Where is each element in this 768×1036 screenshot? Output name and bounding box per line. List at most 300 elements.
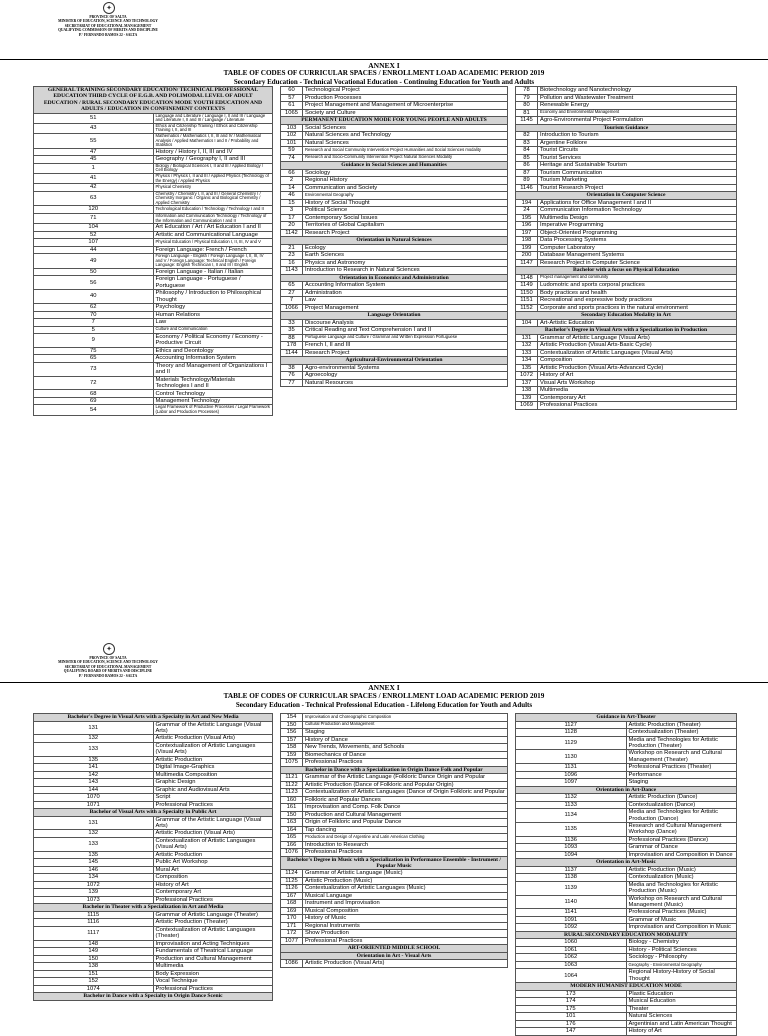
subject-cell: Economy and Environmental Management: [538, 109, 737, 117]
code-cell: 1137: [516, 866, 627, 874]
table-row: [281, 841, 508, 849]
code-cell: 1152: [516, 304, 538, 312]
section-header: Orientation in Art - Visual Arts: [281, 952, 508, 960]
code-cell: 134: [516, 357, 538, 365]
table-row: [281, 736, 508, 744]
subject-cell: Artistic Production (Dance of Folkloric and Popular Origin): [303, 781, 508, 789]
subject-cell: Artistic Production (Visual Arts): [153, 735, 273, 743]
code-cell: 71: [34, 213, 154, 223]
subject-cell: Chemistry / Chemistry I, II, and III / General Chemistry I / Chemistry Inorganic / Organic and Biological Chemistry / Applied Chemistry: [153, 191, 273, 206]
table-row: [516, 334, 737, 342]
subject-cell: Artistic Production (Theater): [153, 919, 273, 927]
section-header-row: [34, 714, 273, 722]
subject-cell: Folkloric and Popular Dances: [303, 796, 508, 804]
table-row: [516, 1013, 737, 1021]
code-cell: 1140: [516, 895, 627, 909]
table-row: [281, 319, 508, 327]
subject-cell: Fundamentals of Theatrical Language: [153, 948, 273, 956]
subject-cell: Professional Practices (Dance): [626, 836, 737, 844]
subject-cell: Artistic Production (Visual Arts): [303, 960, 508, 968]
subject-cell: Ethics and Citizenship Training / Ethics and Citizenship Training I, II, and III: [153, 123, 273, 133]
subject-cell: Applications for Office Management I and II: [538, 199, 737, 207]
table-row: [516, 282, 737, 290]
table-row: [516, 1028, 737, 1036]
subject-cell: Physics / Physics I, II and III / Applied Physics (Technology of the Energy) / Applied Physics: [153, 173, 273, 183]
section-header-row: [516, 124, 737, 132]
code-cell: 51: [34, 113, 154, 123]
code-cell: 52: [34, 231, 154, 239]
table-row: [34, 326, 273, 334]
table-row: [34, 319, 273, 327]
section-header: Orientation in Art-Dance: [516, 786, 737, 794]
code-cell: 23: [281, 252, 303, 260]
table-row: [281, 132, 508, 140]
table-row: [281, 207, 508, 215]
code-cell: 176: [516, 1020, 627, 1028]
table-row: [516, 274, 737, 282]
code-cell: 1073: [34, 896, 154, 904]
subject-cell: Foreign Language - Italian / Italian: [153, 268, 273, 276]
table-row: [34, 896, 273, 904]
subject-cell: History of Art: [538, 372, 737, 380]
subject-cell: Tourist Services: [538, 154, 737, 162]
table-row: [516, 998, 737, 1006]
table-row: [281, 192, 508, 200]
table-row: [516, 946, 737, 954]
subject-cell: Artistic Production (Music): [626, 866, 737, 874]
page-subtitle: Secondary Education - Technical Vocational Education - Continuing Education for Youth and Adults: [233, 78, 535, 86]
code-cell: 85: [516, 154, 538, 162]
section-header: Secondary Education Modality in Art: [516, 312, 737, 320]
code-cell: 76: [281, 372, 303, 380]
section-header: Bachelor's Degree in Visual Arts with a Specialization in Production: [516, 327, 737, 335]
table-row: [34, 963, 273, 971]
table-row: [281, 811, 508, 819]
subject-cell: Contextualization of Artistic Languages (Visual Arts): [153, 837, 273, 851]
table-row: [516, 87, 737, 95]
table-column-2: [280, 713, 508, 968]
section-header: Bachelor of Visual Arts with a Specialty in Public Art: [34, 809, 273, 817]
table-row: [34, 347, 273, 355]
code-cell: 68: [34, 390, 154, 398]
code-cell: 132: [516, 342, 538, 350]
code-cell: 62: [34, 304, 154, 312]
table-row: [281, 729, 508, 737]
subject-cell: French I, II and III: [303, 342, 508, 350]
table-row: [516, 990, 737, 998]
subject-cell: Introduction to Tourism: [538, 132, 737, 140]
code-cell: 3: [281, 207, 303, 215]
subject-cell: Recreational and expressive body practices: [538, 297, 737, 305]
subject-cell: Research Project: [303, 229, 508, 237]
code-cell: 1134: [516, 809, 627, 823]
subject-cell: Contemporary Social Issues: [303, 214, 508, 222]
table-row: [516, 764, 737, 772]
subject-cell: Grammar of Artistic Language (Theater): [153, 911, 273, 919]
subject-cell: Artistic Production (Music): [303, 877, 508, 885]
code-cell: 154: [281, 714, 303, 722]
code-cell: 195: [516, 214, 538, 222]
subject-cell: Art Education / Art / Art Education I and II: [153, 224, 273, 232]
table-row: [516, 184, 737, 192]
table-row: [516, 1005, 737, 1013]
code-cell: 147: [516, 1028, 627, 1036]
table-row: [281, 259, 508, 267]
subject-cell: Data Processing Systems: [538, 237, 737, 245]
table-row: [516, 836, 737, 844]
code-cell: 104: [516, 319, 538, 327]
subject-cell: Technological Project: [303, 87, 508, 95]
code-cell: 1128: [516, 729, 627, 737]
table-row: [281, 169, 508, 177]
code-cell: 27: [281, 289, 303, 297]
subject-cell: Graphic and Audiovisual Arts: [153, 786, 273, 794]
subject-cell: Professional Practices (Music): [626, 909, 737, 917]
table-row: [281, 184, 508, 192]
code-cell: 1072: [34, 881, 154, 889]
table-row: [34, 390, 273, 398]
table-row: [516, 954, 737, 962]
table-row: [281, 960, 508, 968]
subject-cell: Tourist Circuits: [538, 147, 737, 155]
code-cell: 1065: [281, 109, 303, 117]
subject-cell: Mathematics / Mathematics I, II, III and IV / Mathematical Analysis / Applied Mathematics I and II / Probability and Statistics: [153, 134, 273, 149]
table-row: [281, 922, 508, 930]
code-cell: 164: [281, 826, 303, 834]
code-cell: 170: [281, 915, 303, 923]
subject-cell: Artistic Production: [153, 851, 273, 859]
table-row: [281, 244, 508, 252]
code-cell: 139: [34, 889, 154, 897]
subject-cell: Contextualization of Artistic Languages (Visual Arts): [538, 349, 737, 357]
code-cell: 43: [34, 123, 154, 133]
code-cell: 38: [281, 364, 303, 372]
subject-cell: History of Art: [626, 1028, 737, 1036]
subject-cell: Information and Communication Technology / Technology of the Information and Communication I and II: [153, 213, 273, 223]
code-cell: 175: [516, 1005, 627, 1013]
subject-cell: Composition: [538, 357, 737, 365]
table-row: [34, 191, 273, 206]
letterhead-line: PROVINCE OF SALTA: [89, 656, 127, 660]
table-row: [516, 214, 737, 222]
table-column-3: [515, 86, 737, 410]
code-cell: 133: [34, 837, 154, 851]
code-cell: 61: [281, 102, 303, 110]
code-cell: 33: [281, 319, 303, 327]
table-row: [34, 742, 273, 756]
subject-cell: History of Art: [153, 881, 273, 889]
code-cell: 1071: [34, 801, 154, 809]
table-row: [281, 349, 508, 357]
table-column-2: [280, 86, 508, 387]
code-cell: 1116: [34, 919, 154, 927]
code-cell: 156: [281, 729, 303, 737]
table-row: [34, 134, 273, 149]
code-cell: 1148: [516, 274, 538, 282]
section-header-row: [34, 87, 273, 114]
table-row: [281, 849, 508, 857]
table-row: [281, 915, 508, 923]
code-cell: 86: [516, 162, 538, 170]
code-cell: 1075: [281, 759, 303, 767]
table-row: [516, 1020, 737, 1028]
subject-cell: Introduction to Research in Natural Sciences: [303, 267, 508, 275]
code-cell: 194: [516, 199, 538, 207]
subject-cell: Corporate and sports practices in the natural environment: [538, 304, 737, 312]
code-cell: 1097: [516, 779, 627, 787]
subject-cell: Geography / Geography I, II and III: [153, 156, 273, 164]
subject-cell: Sociology: [303, 169, 508, 177]
subject-cell: Tourism Marketing: [538, 177, 737, 185]
subject-cell: Multimedia Composition: [153, 771, 273, 779]
subject-cell: Professional Practices: [153, 896, 273, 904]
subject-cell: Law: [303, 297, 508, 305]
code-cell: 1063: [516, 961, 627, 969]
subject-cell: Artistic Production (Visual Arts-Basic Cycle): [538, 342, 737, 350]
table-row: [34, 304, 273, 312]
subject-cell: Earth Sciences: [303, 252, 508, 260]
table-row: [34, 254, 273, 269]
subject-cell: Computer Laboratory: [538, 244, 737, 252]
table-row: [34, 163, 273, 173]
code-cell: 69: [34, 397, 154, 405]
code-cell: 133: [34, 742, 154, 756]
table-row: [281, 334, 508, 342]
code-cell: 163: [281, 819, 303, 827]
section-header: Guidance in Art-Theater: [516, 714, 737, 722]
table-row: [516, 916, 737, 924]
subject-cell: Contemporary Art: [153, 889, 273, 897]
table-row: [281, 124, 508, 132]
table-row: [34, 830, 273, 838]
table-row: [281, 364, 508, 372]
code-cell: 63: [34, 191, 154, 206]
subject-cell: Theater: [626, 1005, 737, 1013]
table-row: [34, 355, 273, 363]
table-row: [34, 213, 273, 223]
code-cell: 82: [516, 132, 538, 140]
section-header: Orientation in Natural Sciences: [281, 237, 508, 245]
code-cell: 1145: [516, 117, 538, 125]
subject-cell: Musical Composition: [303, 907, 508, 915]
table-row: [34, 239, 273, 247]
subject-cell: Foreign Language - English / Foreign Language I, II, III, IV and V / Foreign Language: Technical English / Foreign Language: English Technician I, II and III / English: [153, 254, 273, 269]
table-row: [281, 177, 508, 185]
section-header-row: [34, 904, 273, 912]
table-row: [516, 177, 737, 185]
section-header: Orientation in Computer Science: [516, 192, 737, 200]
subject-cell: Communication and Society: [303, 184, 508, 192]
annex-label: ANNEX I: [368, 683, 400, 692]
table-row: [516, 851, 737, 859]
table-row: [281, 109, 508, 117]
table-row: [281, 222, 508, 230]
subject-cell: Artistic Production (Dance): [626, 794, 737, 802]
table-row: [516, 207, 737, 215]
subject-cell: Society and Culture: [303, 109, 508, 117]
subject-cell: Accounting Information System: [303, 282, 508, 290]
table-row: [281, 930, 508, 938]
table-row: [281, 826, 508, 834]
header-divider: [0, 59, 768, 60]
code-cell: 42: [34, 184, 154, 192]
section-header: RURAL SECONDARY EDUCATION MODALITY: [516, 931, 737, 939]
subject-cell: Territories of Global Capitalism: [303, 222, 508, 230]
section-header: Tourism Guidance: [516, 124, 737, 132]
table-row: [516, 319, 737, 327]
subject-cell: Language and Literature / Language I, II and III / Language and Literature I, II and III / Language / Literature: [153, 113, 273, 123]
code-cell: 9: [34, 334, 154, 348]
code-cell: 2: [281, 177, 303, 185]
table-row: [516, 349, 737, 357]
table-row: [34, 940, 273, 948]
subject-cell: Staging: [626, 779, 737, 787]
code-cell: 1130: [516, 750, 627, 764]
code-cell: 167: [281, 892, 303, 900]
subject-cell: Object-Oriented Programming: [538, 229, 737, 237]
code-cell: 74: [281, 154, 303, 162]
code-cell: 70: [34, 311, 154, 319]
section-header-row: [516, 327, 737, 335]
page-subtitle: Secondary Education - Technical Professional Education - Lifelong Education for Youth and Adults: [235, 701, 533, 709]
table-row: [281, 342, 508, 350]
section-header-row: [516, 312, 737, 320]
table-row: [516, 229, 737, 237]
subject-cell: Agro-environmental Systems: [303, 364, 508, 372]
code-cell: 198: [516, 237, 538, 245]
subject-cell: Research and Social Community Intervention Project Humanities and Social Sciences modality: [303, 147, 508, 155]
subject-cell: Professional Practices: [303, 849, 508, 857]
code-cell: 199: [516, 244, 538, 252]
table-row: [516, 736, 737, 750]
code-cell: 1115: [34, 911, 154, 919]
table-row: [516, 109, 737, 117]
subject-cell: Ludomotric and sports corporal practices: [538, 282, 737, 290]
code-cell: 1149: [516, 282, 538, 290]
table-row: [516, 402, 737, 410]
table-row: [516, 809, 737, 823]
section-header: Orientation in Art-Music: [516, 859, 737, 867]
subject-cell: Artistic Production (Theater): [626, 721, 737, 729]
letterhead-line: QUALIFYING BOARD OF MERITS AND DISCIPLINE: [63, 669, 153, 674]
code-cell: 1122: [281, 781, 303, 789]
subject-cell: Biomechanics of Dance: [303, 751, 508, 759]
code-cell: 173: [516, 990, 627, 998]
table-row: [281, 937, 508, 945]
subject-cell: Foreign Language: French / French: [153, 246, 273, 254]
table-row: [34, 735, 273, 743]
code-cell: 44: [34, 246, 154, 254]
section-header-row: [281, 162, 508, 170]
table-row: [516, 750, 737, 764]
table-row: [34, 970, 273, 978]
subject-cell: Research Project in Computer Science: [538, 259, 737, 267]
table-row: [516, 132, 737, 140]
letterhead-line: PROVINCE OF SALTA: [89, 15, 127, 19]
subject-cell: Contextualization (Music): [626, 874, 737, 882]
subject-cell: History of Social Thought: [303, 199, 508, 207]
table-row: [34, 123, 273, 133]
subject-cell: Regional History-History of Social Thought: [626, 969, 737, 983]
table-row: [281, 892, 508, 900]
subject-cell: Physical Chemistry: [153, 184, 273, 192]
subject-cell: Improvisation and Comp. Folk Dance: [303, 804, 508, 812]
subject-cell: Imperative Programming: [538, 222, 737, 230]
subject-cell: History / History I, II, III and IV: [153, 148, 273, 156]
code-cell: 148: [34, 940, 154, 948]
code-cell: 1092: [516, 924, 627, 932]
subject-cell: Research Project: [303, 349, 508, 357]
subject-cell: Improvisation and Choreographic Composition: [303, 714, 508, 722]
subject-cell: Agro-Environmental Project Formulation: [538, 117, 737, 125]
subject-cell: Contextualization of Artistic Languages (Visual Arts): [153, 742, 273, 756]
table-row: [34, 268, 273, 276]
code-cell: 65: [34, 355, 154, 363]
subject-cell: Regional History: [303, 177, 508, 185]
code-cell: 151: [34, 970, 154, 978]
table-row: [34, 837, 273, 851]
code-cell: 72: [34, 376, 154, 390]
table-row: [516, 394, 737, 402]
subject-cell: Law: [153, 319, 273, 327]
letterhead-line: P.° FERNANDO BAMOS 22 - SALTA: [78, 32, 138, 37]
section-header: Agricultural-Environmental Orientation: [281, 357, 508, 365]
subject-cell: Natural Sciences: [303, 139, 508, 147]
code-cell: 15: [281, 199, 303, 207]
table-row: [34, 926, 273, 940]
table-row: [281, 154, 508, 162]
code-cell: 77: [281, 379, 303, 387]
table-row: [34, 148, 273, 156]
subject-cell: Pollution and Wastewater Treatment: [538, 94, 737, 102]
section-header: Guidance in Social Sciences and Humanities: [281, 162, 508, 170]
subject-cell: Tourist Research Project: [538, 184, 737, 192]
table-row: [516, 357, 737, 365]
code-cell: 139: [516, 394, 538, 402]
subject-cell: Regional Instruments: [303, 922, 508, 930]
table-column-1: [33, 86, 273, 416]
table-row: [516, 874, 737, 882]
code-cell: 150: [34, 955, 154, 963]
code-cell: 131: [34, 816, 154, 830]
subject-cell: Legal Framework of Productive Processes / Legal Framework (Labor and Production Processes): [153, 405, 273, 415]
subject-cell: Sociology - Philosophy: [626, 954, 737, 962]
table-row: [34, 978, 273, 986]
code-cell: 66: [281, 169, 303, 177]
table-row: [516, 939, 737, 947]
section-header: Bachelor in Theater with a Specialization in Art and Media: [34, 904, 273, 912]
table-row: [281, 229, 508, 237]
code-cell: 131: [516, 334, 538, 342]
table-row: [281, 267, 508, 275]
table-row: [34, 276, 273, 290]
subject-cell: Research and Cultural Management Workshop (Dance): [626, 822, 737, 836]
code-cell: 57: [281, 94, 303, 102]
subject-cell: Accounting Information System: [153, 355, 273, 363]
table-row: [516, 779, 737, 787]
code-cell: 1121: [281, 774, 303, 782]
subject-cell: Artistic Production (Visual Arts-Advanced Cycle): [538, 364, 737, 372]
subject-cell: Cultural Production and Management: [303, 721, 508, 729]
table-row: [516, 94, 737, 102]
subject-cell: Improvisation and Composition in Music: [626, 924, 737, 932]
table-row: [516, 895, 737, 909]
table-row: [516, 364, 737, 372]
subject-cell: Foreign Language - Portuguese / Portuguese: [153, 276, 273, 290]
subject-cell: Body practices and health: [538, 289, 737, 297]
code-cell: 54: [34, 405, 154, 415]
section-header-row: [516, 859, 737, 867]
